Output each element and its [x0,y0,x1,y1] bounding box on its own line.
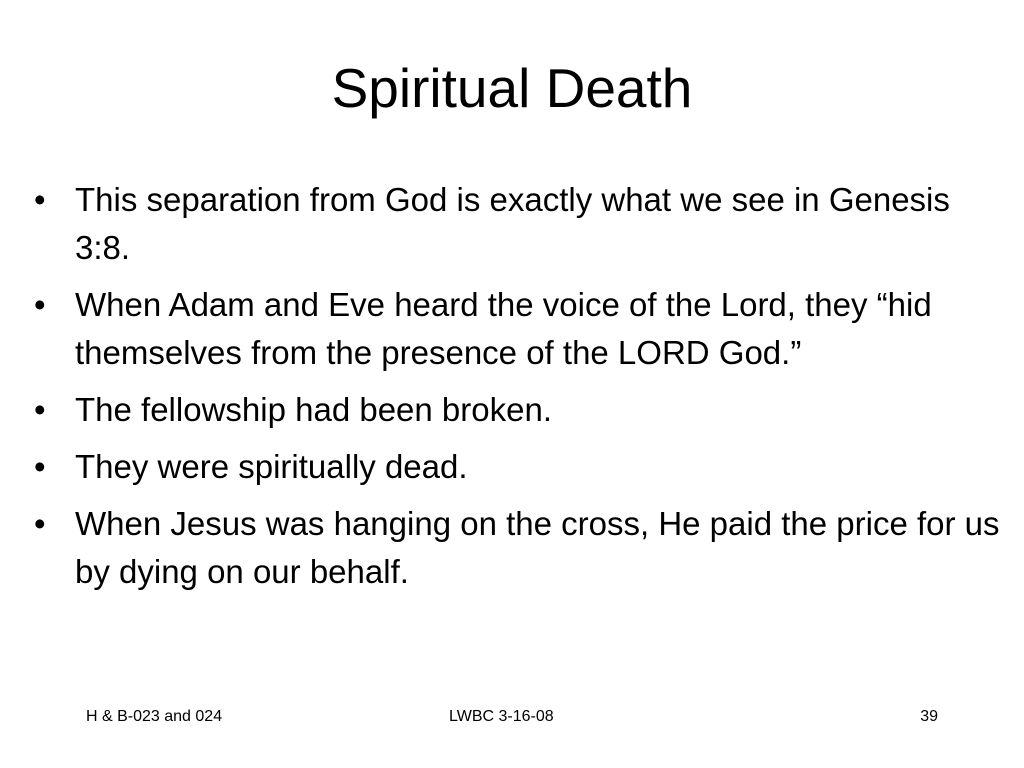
slide-number: 39 [920,708,938,725]
bullet-item [30,281,1005,377]
bullet-marker: • [34,181,46,218]
bullet-text: They were spiritually dead. [75,448,468,485]
bullet-marker: • [34,391,46,428]
bullet-text: The fellowship had been broken. [75,391,552,428]
bullet-list [30,176,1005,605]
bullet-item [30,386,1005,434]
bullet-item [30,443,1005,491]
bullet-marker: • [34,448,46,485]
bullet-marker: • [34,505,46,542]
bullet-text: When Jesus was hanging on the cross, He paid the price for us by dying on our behalf. [75,505,1000,590]
bullet-item [30,500,1005,596]
footer-left-text: H & B-023 and 024 [86,708,223,725]
bullet-marker: • [34,286,46,323]
bullet-text: When Adam and Eve heard the voice of the Lord, they “hid themselves from the presence of the LORD God.” [75,286,932,371]
footer-center-text: LWBC 3-16-08 [449,708,554,725]
bullet-text: This separation from God is exactly what we see in Genesis 3:8. [75,181,950,266]
bullet-item [30,176,1005,272]
slide-title: Spiritual Death [331,57,693,119]
